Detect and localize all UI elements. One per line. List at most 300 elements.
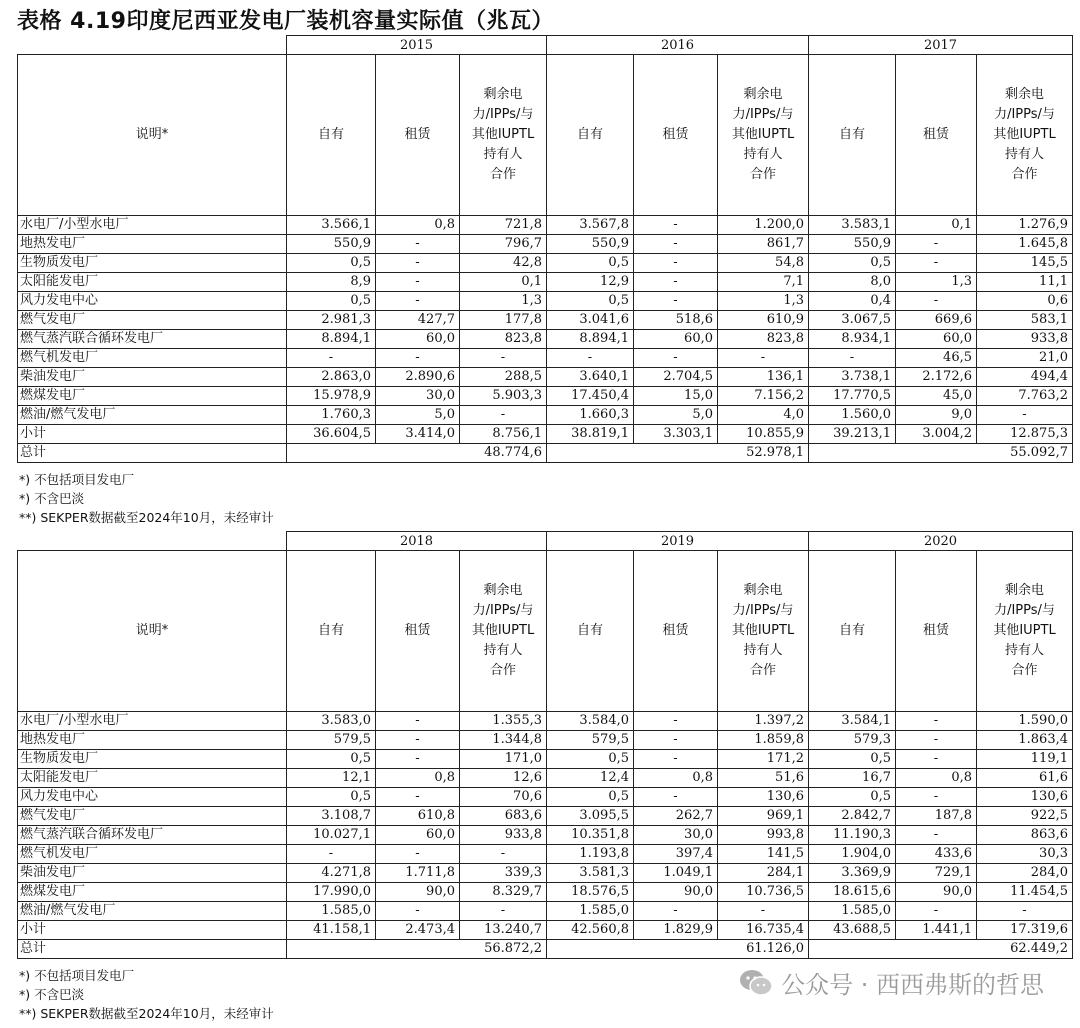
total-value: 52.978,1 xyxy=(547,444,809,463)
table-cell: 579,3 xyxy=(809,731,896,750)
table-cell: 21,0 xyxy=(977,349,1073,368)
table-cell: 3.067,5 xyxy=(809,311,896,330)
column-header: 剩余电 力/IPPs/与 其他IUPTL 持有人 合作 xyxy=(977,551,1073,712)
table-cell: - xyxy=(896,902,977,921)
table-row xyxy=(18,712,1073,731)
table-cell: 11,1 xyxy=(977,273,1073,292)
table-notes xyxy=(19,966,274,1023)
table-cell: 41.158,1 xyxy=(287,921,376,940)
table-cell: 3.369,9 xyxy=(809,864,896,883)
table-cell: 969,1 xyxy=(718,807,809,826)
table-cell: 1.590,0 xyxy=(977,712,1073,731)
table-cell: - xyxy=(287,845,376,864)
table-cell: - xyxy=(718,349,809,368)
table-cell: 284,0 xyxy=(977,864,1073,883)
table-cell: - xyxy=(376,788,460,807)
table-cell: - xyxy=(460,406,547,425)
total-value: 56.872,2 xyxy=(287,940,547,959)
table-cell: 3.640,1 xyxy=(547,368,634,387)
table-cell: - xyxy=(896,235,977,254)
table-cell: - xyxy=(634,235,718,254)
table-cell: 610,8 xyxy=(376,807,460,826)
table-cell: 0,5 xyxy=(287,254,376,273)
row-label: 地热发电厂 xyxy=(18,731,287,750)
table-cell: 0,8 xyxy=(376,216,460,235)
table-cell: 1.645,8 xyxy=(977,235,1073,254)
table-cell: 2.981,3 xyxy=(287,311,376,330)
table-cell: 2.863,0 xyxy=(287,368,376,387)
table-row xyxy=(18,769,1073,788)
row-label: 生物质发电厂 xyxy=(18,750,287,769)
table-cell: 8.934,1 xyxy=(809,330,896,349)
table-cell: - xyxy=(896,788,977,807)
total-value: 55.092,7 xyxy=(809,444,1073,463)
table-cell: 3.583,1 xyxy=(809,216,896,235)
table-cell: 1.200,0 xyxy=(718,216,809,235)
table-cell: 42,8 xyxy=(460,254,547,273)
table-cell: 1,3 xyxy=(896,273,977,292)
table-cell: 494,4 xyxy=(977,368,1073,387)
table-cell: 18.576,5 xyxy=(547,883,634,902)
table-cell: 1,3 xyxy=(718,292,809,311)
row-label: 燃油/燃气发电厂 xyxy=(18,406,287,425)
table-cell: 1.859,8 xyxy=(718,731,809,750)
table-row xyxy=(18,311,1073,330)
table-cell: 30,3 xyxy=(977,845,1073,864)
table-cell: 3.414,0 xyxy=(376,425,460,444)
description-header: 说明* xyxy=(18,55,287,216)
total-value: 62.449,2 xyxy=(809,940,1073,959)
table-cell: 3.738,1 xyxy=(809,368,896,387)
table-cell: 16.735,4 xyxy=(718,921,809,940)
table-cell: - xyxy=(376,235,460,254)
table-row xyxy=(18,425,1073,444)
table-cell: 3.095,5 xyxy=(547,807,634,826)
table-cell: 3.303,1 xyxy=(634,425,718,444)
table-cell: 861,7 xyxy=(718,235,809,254)
table-cell: 1.585,0 xyxy=(547,902,634,921)
header-blank-cell xyxy=(18,532,287,551)
note-line: *) 不含巴淡 xyxy=(19,987,85,1002)
table-cell: 17.319,6 xyxy=(977,921,1073,940)
row-label: 燃气机发电厂 xyxy=(18,845,287,864)
table-row xyxy=(18,845,1073,864)
table-cell: 0,5 xyxy=(547,254,634,273)
table-cell: 3.004,2 xyxy=(896,425,977,444)
column-header: 剩余电 力/IPPs/与 其他IUPTL 持有人 合作 xyxy=(718,55,809,216)
total-label: 总计 xyxy=(18,444,287,463)
table-cell: - xyxy=(634,788,718,807)
table-cell: 8.756,1 xyxy=(460,425,547,444)
year-header-row xyxy=(18,532,1073,551)
table-cell: 4,0 xyxy=(718,406,809,425)
table-cell: 1.344,8 xyxy=(460,731,547,750)
table-cell: 12,1 xyxy=(287,769,376,788)
table-cell: 284,1 xyxy=(718,864,809,883)
column-header: 自有 xyxy=(287,551,376,712)
row-label: 柴油发电厂 xyxy=(18,864,287,883)
table-cell: 0,1 xyxy=(460,273,547,292)
table-cell: 3.566,1 xyxy=(287,216,376,235)
table-cell: 8.894,1 xyxy=(287,330,376,349)
table-cell: - xyxy=(376,292,460,311)
table-row xyxy=(18,406,1073,425)
table-cell: 177,8 xyxy=(460,311,547,330)
table-cell: - xyxy=(896,750,977,769)
description-header: 说明* xyxy=(18,551,287,712)
table-cell: 11.190,3 xyxy=(809,826,896,845)
table-cell: - xyxy=(376,273,460,292)
table-cell: 130,6 xyxy=(977,788,1073,807)
table-cell: 136,1 xyxy=(718,368,809,387)
column-header: 自有 xyxy=(287,55,376,216)
table-cell: 339,3 xyxy=(460,864,547,883)
table-cell: 16,7 xyxy=(809,769,896,788)
table-cell: 0,6 xyxy=(977,292,1073,311)
table-cell: 0,5 xyxy=(547,788,634,807)
table-cell: 550,9 xyxy=(547,235,634,254)
table-cell: 60,0 xyxy=(376,330,460,349)
table-cell: 61,6 xyxy=(977,769,1073,788)
table-row xyxy=(18,387,1073,406)
table-cell: 60,0 xyxy=(376,826,460,845)
table-cell: - xyxy=(977,902,1073,921)
table-cell: 518,6 xyxy=(634,311,718,330)
table-cell: 10.351,8 xyxy=(547,826,634,845)
table-cell: - xyxy=(977,406,1073,425)
table-cell: 45,0 xyxy=(896,387,977,406)
table-cell: 610,9 xyxy=(718,311,809,330)
table-cell: 17.450,4 xyxy=(547,387,634,406)
table-cell: 1.904,0 xyxy=(809,845,896,864)
table-cell: 36.604,5 xyxy=(287,425,376,444)
table-cell: - xyxy=(896,731,977,750)
table-cell: 0,1 xyxy=(896,216,977,235)
watermark-text: 公众号 · 西西弗斯的哲思 xyxy=(781,971,1044,999)
table-cell: - xyxy=(634,292,718,311)
table-cell: - xyxy=(376,712,460,731)
table-row xyxy=(18,788,1073,807)
table-cell: 1.863,4 xyxy=(977,731,1073,750)
table-cell: 10.736,5 xyxy=(718,883,809,902)
note-line: *) 不包括项目发电厂 xyxy=(19,968,135,983)
column-header-row xyxy=(18,55,1073,216)
table-cell: 0,8 xyxy=(896,769,977,788)
header-blank-cell xyxy=(18,36,287,55)
table-cell: - xyxy=(896,254,977,273)
row-label: 水电厂/小型水电厂 xyxy=(18,712,287,731)
table-cell: 1,3 xyxy=(460,292,547,311)
column-header: 剩余电 力/IPPs/与 其他IUPTL 持有人 合作 xyxy=(977,55,1073,216)
table-row xyxy=(18,292,1073,311)
table-cell: 60,0 xyxy=(896,330,977,349)
table-row xyxy=(18,235,1073,254)
table-cell: 0,5 xyxy=(287,292,376,311)
table-cell: 397,4 xyxy=(634,845,718,864)
table-row xyxy=(18,864,1073,883)
table-cell: 433,6 xyxy=(896,845,977,864)
year-header: 2017 xyxy=(809,36,1073,55)
table-cell: 5,0 xyxy=(376,406,460,425)
table-cell: - xyxy=(896,712,977,731)
year-header: 2020 xyxy=(809,532,1073,551)
table-cell: 5,0 xyxy=(634,406,718,425)
row-label: 生物质发电厂 xyxy=(18,254,287,273)
table-cell: 18.615,6 xyxy=(809,883,896,902)
table-cell: 683,6 xyxy=(460,807,547,826)
table-cell: 54,8 xyxy=(718,254,809,273)
table-cell: 12,4 xyxy=(547,769,634,788)
table-cell: 863,6 xyxy=(977,826,1073,845)
note-line: *) 不包括项目发电厂 xyxy=(19,472,135,487)
table-cell: 4.271,8 xyxy=(287,864,376,883)
table-cell: 3.041,6 xyxy=(547,311,634,330)
note-line: *) 不含巴淡 xyxy=(19,491,85,506)
table-cell: 7.763,2 xyxy=(977,387,1073,406)
table-row xyxy=(18,750,1073,769)
table-cell: 993,8 xyxy=(718,826,809,845)
table-cell: 1.760,3 xyxy=(287,406,376,425)
total-label: 总计 xyxy=(18,940,287,959)
row-label: 太阳能发电厂 xyxy=(18,769,287,788)
table-cell: 145,5 xyxy=(977,254,1073,273)
table-cell: 2.473,4 xyxy=(376,921,460,940)
column-header: 租赁 xyxy=(634,55,718,216)
table-cell: 669,6 xyxy=(896,311,977,330)
table-cell: - xyxy=(376,349,460,368)
table-row xyxy=(18,826,1073,845)
table-cell: 3.581,3 xyxy=(547,864,634,883)
table-cell: 8,0 xyxy=(809,273,896,292)
note-line: **) SEKPER数据截至2024年10月，未经审计 xyxy=(19,510,274,525)
table-cell: 3.567,8 xyxy=(547,216,634,235)
row-label: 燃煤发电厂 xyxy=(18,387,287,406)
table-row xyxy=(18,902,1073,921)
column-header: 剩余电 力/IPPs/与 其他IUPTL 持有人 合作 xyxy=(460,551,547,712)
table-cell: 427,7 xyxy=(376,311,460,330)
table-cell: 130,6 xyxy=(718,788,809,807)
table-row xyxy=(18,216,1073,235)
table-cell: - xyxy=(460,902,547,921)
table-cell: - xyxy=(809,349,896,368)
row-label: 燃气蒸汽联合循环发电厂 xyxy=(18,826,287,845)
table-cell: - xyxy=(460,845,547,864)
table-cell: 171,0 xyxy=(460,750,547,769)
row-label: 燃油/燃气发电厂 xyxy=(18,902,287,921)
table-cell: 9,0 xyxy=(896,406,977,425)
table-cell: 13.240,7 xyxy=(460,921,547,940)
column-header: 租赁 xyxy=(376,55,460,216)
table-cell: - xyxy=(287,349,376,368)
column-header: 剩余电 力/IPPs/与 其他IUPTL 持有人 合作 xyxy=(460,55,547,216)
table-cell: 1.049,1 xyxy=(634,864,718,883)
table-cell: 187,8 xyxy=(896,807,977,826)
table-cell: 38.819,1 xyxy=(547,425,634,444)
table-cell: 0,5 xyxy=(809,750,896,769)
table-cell: - xyxy=(460,349,547,368)
table-cell: 11.454,5 xyxy=(977,883,1073,902)
table-cell: 823,8 xyxy=(718,330,809,349)
table-cell: 1.585,0 xyxy=(287,902,376,921)
table-cell: 579,5 xyxy=(547,731,634,750)
table-row xyxy=(18,921,1073,940)
table-cell: - xyxy=(634,902,718,921)
table-cell: - xyxy=(634,712,718,731)
table-cell: 1.276,9 xyxy=(977,216,1073,235)
table-cell: 12,9 xyxy=(547,273,634,292)
table-cell: 0,4 xyxy=(809,292,896,311)
table-cell: 823,8 xyxy=(460,330,547,349)
table-cell: 0,5 xyxy=(809,788,896,807)
table-cell: 7.156,2 xyxy=(718,387,809,406)
table-cell: 10.027,1 xyxy=(287,826,376,845)
table-notes xyxy=(19,470,274,527)
table-cell: 0,8 xyxy=(376,769,460,788)
table-cell: 3.584,0 xyxy=(547,712,634,731)
table-cell: 796,7 xyxy=(460,235,547,254)
table-cell: 1.441,1 xyxy=(896,921,977,940)
table-cell: 729,1 xyxy=(896,864,977,883)
table-row xyxy=(18,254,1073,273)
capacity-table-2018-2020 xyxy=(17,531,1073,959)
table-cell: - xyxy=(547,349,634,368)
table-cell: 0,5 xyxy=(547,292,634,311)
table-cell: - xyxy=(634,349,718,368)
table-cell: 46,5 xyxy=(896,349,977,368)
column-header: 自有 xyxy=(547,551,634,712)
table-cell: 90,0 xyxy=(634,883,718,902)
table-cell: 17.770,5 xyxy=(809,387,896,406)
table-cell: 8.329,7 xyxy=(460,883,547,902)
watermark xyxy=(739,965,1044,1000)
table-cell: 1.193,8 xyxy=(547,845,634,864)
row-label: 风力发电中心 xyxy=(18,292,287,311)
table-cell: 2.704,5 xyxy=(634,368,718,387)
table-row xyxy=(18,273,1073,292)
table-cell: 262,7 xyxy=(634,807,718,826)
year-header: 2016 xyxy=(547,36,809,55)
table-cell: - xyxy=(376,254,460,273)
column-header: 租赁 xyxy=(896,551,977,712)
table-cell: 43.688,5 xyxy=(809,921,896,940)
total-row xyxy=(18,940,1073,959)
column-header: 剩余电 力/IPPs/与 其他IUPTL 持有人 合作 xyxy=(718,551,809,712)
year-header: 2015 xyxy=(287,36,547,55)
row-label: 小计 xyxy=(18,425,287,444)
row-label: 风力发电中心 xyxy=(18,788,287,807)
table-cell: 1.585,0 xyxy=(809,902,896,921)
column-header: 租赁 xyxy=(896,55,977,216)
total-row xyxy=(18,444,1073,463)
table-cell: 15,0 xyxy=(634,387,718,406)
table-cell: 3.583,0 xyxy=(287,712,376,731)
table-cell: 579,5 xyxy=(287,731,376,750)
total-value: 61.126,0 xyxy=(547,940,809,959)
table-cell: 1.355,3 xyxy=(460,712,547,731)
table-cell: 8.894,1 xyxy=(547,330,634,349)
table-cell: 90,0 xyxy=(376,883,460,902)
table-cell: - xyxy=(376,845,460,864)
table-row xyxy=(18,330,1073,349)
row-label: 燃煤发电厂 xyxy=(18,883,287,902)
table-cell: 0,5 xyxy=(809,254,896,273)
table-cell: - xyxy=(376,731,460,750)
table-cell: 12.875,3 xyxy=(977,425,1073,444)
table-cell: 0,5 xyxy=(547,750,634,769)
table-cell: - xyxy=(376,902,460,921)
table-cell: 15.978,9 xyxy=(287,387,376,406)
year-header: 2019 xyxy=(547,532,809,551)
table-cell: 922,5 xyxy=(977,807,1073,826)
wechat-icon xyxy=(739,969,773,997)
row-label: 地热发电厂 xyxy=(18,235,287,254)
table-cell: 42.560,8 xyxy=(547,921,634,940)
table-cell: 30,0 xyxy=(376,387,460,406)
table-cell: - xyxy=(718,902,809,921)
table-row xyxy=(18,807,1073,826)
table-cell: 171,2 xyxy=(718,750,809,769)
table-cell: 39.213,1 xyxy=(809,425,896,444)
year-header-row xyxy=(18,36,1073,55)
table-cell: 933,8 xyxy=(460,826,547,845)
table-cell: 119,1 xyxy=(977,750,1073,769)
note-line: **) SEKPER数据截至2024年10月，未经审计 xyxy=(19,1006,274,1021)
row-label: 燃气发电厂 xyxy=(18,311,287,330)
table-cell: 17.990,0 xyxy=(287,883,376,902)
table-cell: 0,5 xyxy=(287,788,376,807)
table-cell: 550,9 xyxy=(287,235,376,254)
table-cell: 2.172,6 xyxy=(896,368,977,387)
table-cell: 933,8 xyxy=(977,330,1073,349)
table-cell: 90,0 xyxy=(896,883,977,902)
table-cell: - xyxy=(634,216,718,235)
page-title: 表格 4.19印度尼西亚发电厂装机容量实际值（兆瓦） xyxy=(17,9,554,34)
table-cell: 60,0 xyxy=(634,330,718,349)
table-cell: 10.855,9 xyxy=(718,425,809,444)
table-cell: 2.842,7 xyxy=(809,807,896,826)
table-cell: - xyxy=(634,750,718,769)
table-row xyxy=(18,883,1073,902)
table-cell: 1.829,9 xyxy=(634,921,718,940)
column-header: 自有 xyxy=(809,55,896,216)
column-header: 自有 xyxy=(547,55,634,216)
table-cell: - xyxy=(634,273,718,292)
row-label: 水电厂/小型水电厂 xyxy=(18,216,287,235)
table-cell: - xyxy=(896,826,977,845)
table-row xyxy=(18,349,1073,368)
table-cell: - xyxy=(634,254,718,273)
table-cell: 721,8 xyxy=(460,216,547,235)
table-cell: 1.560,0 xyxy=(809,406,896,425)
table-cell: 288,5 xyxy=(460,368,547,387)
column-header: 租赁 xyxy=(634,551,718,712)
table-cell: - xyxy=(896,292,977,311)
table-row xyxy=(18,368,1073,387)
row-label: 小计 xyxy=(18,921,287,940)
row-label: 柴油发电厂 xyxy=(18,368,287,387)
row-label: 燃气蒸汽联合循环发电厂 xyxy=(18,330,287,349)
year-header: 2018 xyxy=(287,532,547,551)
table-row xyxy=(18,731,1073,750)
table-cell: 7,1 xyxy=(718,273,809,292)
table-cell: 1.660,3 xyxy=(547,406,634,425)
row-label: 燃气发电厂 xyxy=(18,807,287,826)
table-cell: 70,6 xyxy=(460,788,547,807)
table-cell: 1.711,8 xyxy=(376,864,460,883)
table-cell: 51,6 xyxy=(718,769,809,788)
table-cell: 30,0 xyxy=(634,826,718,845)
table-cell: 12,6 xyxy=(460,769,547,788)
